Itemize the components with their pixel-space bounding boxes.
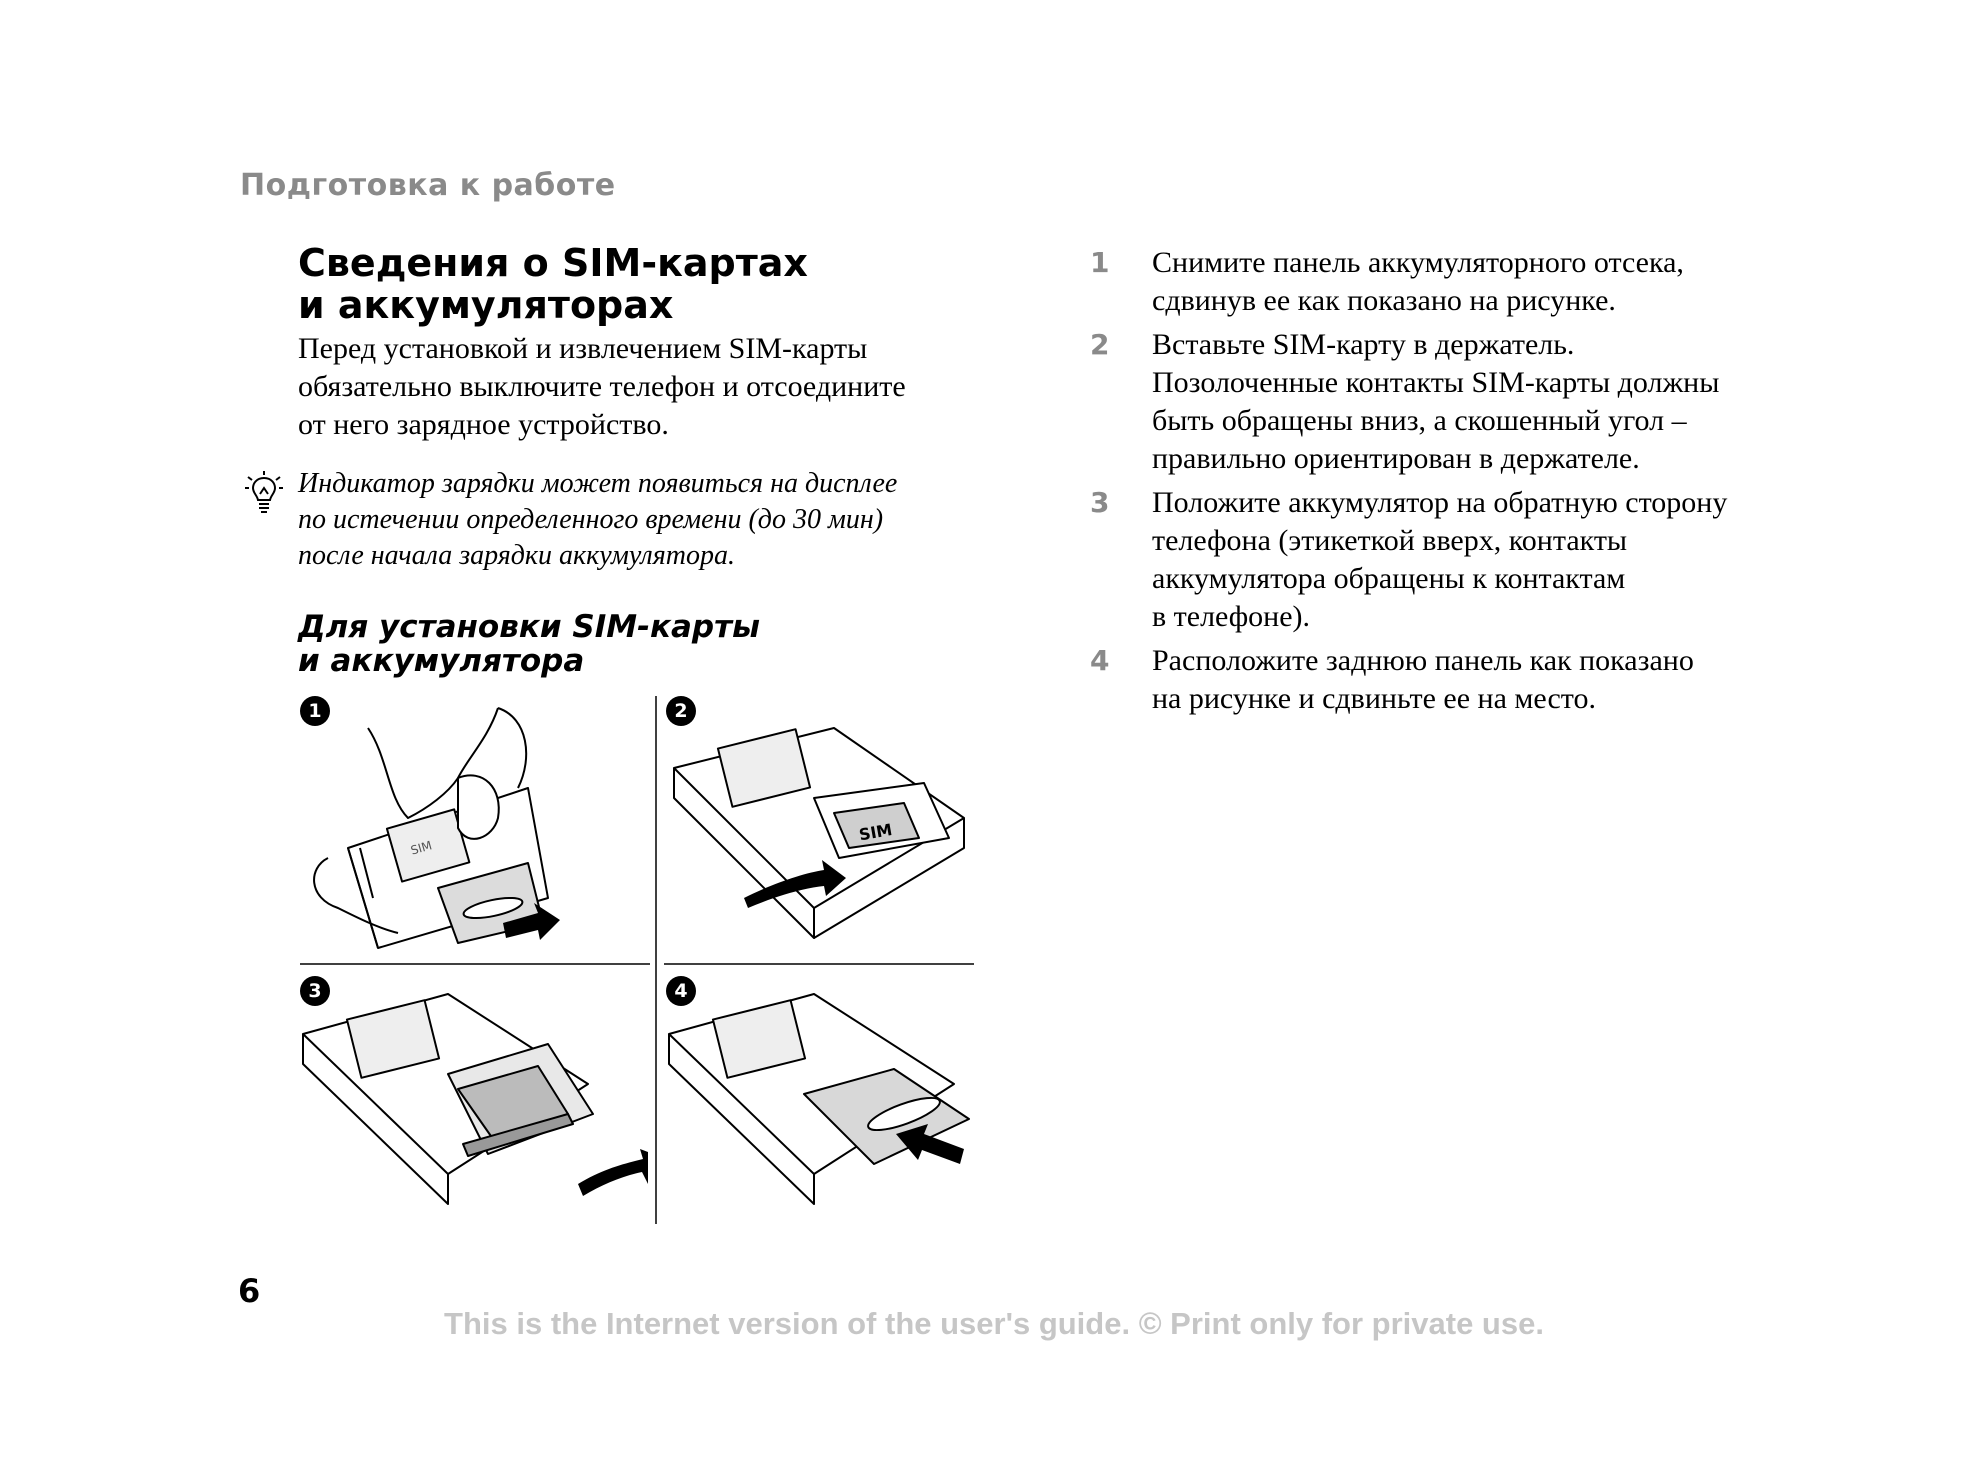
lightbulb-icon <box>244 470 284 516</box>
step-line: на рисунке и сдвиньте ее на место. <box>1152 682 1596 715</box>
sim-card-label: SIM <box>857 819 894 845</box>
panel-1-badge: 1 <box>300 696 330 726</box>
step-line: в телефоне). <box>1152 600 1311 633</box>
step-line: Позолоченные контакты SIM-карты должны <box>1152 366 1720 399</box>
step-item <box>1090 642 1890 718</box>
step-item <box>1090 244 1890 320</box>
intro-line-1: Перед установкой и извлечением SIM-карты <box>298 332 868 365</box>
title-line-2: и аккумуляторах <box>298 283 674 327</box>
panel-2-badge: 2 <box>666 696 696 726</box>
step-line: правильно ориентирован в держателе. <box>1152 442 1640 475</box>
step-line: Положите аккумулятор на обратную сторону <box>1152 486 1728 519</box>
intro-line-2: обязательно выключите телефон и отсоедините <box>298 370 906 403</box>
step-line: Вставьте SIM-карту в держатель. <box>1152 328 1575 361</box>
step-line: аккумулятора обращены к контактам <box>1152 562 1626 595</box>
title-line-1: Сведения о SIM-картах <box>298 241 808 285</box>
installation-figure <box>298 692 978 1228</box>
step-text <box>1152 642 1890 718</box>
svg-text:SIM: SIM <box>409 838 434 858</box>
step-number: 1 <box>1090 246 1110 279</box>
step-line: Снимите панель аккумуляторного отсека, <box>1152 246 1684 279</box>
instruction-steps <box>1090 244 1890 724</box>
step-line: телефона (этикеткой вверх, контакты <box>1152 524 1628 557</box>
step-text <box>1152 244 1890 320</box>
page-number: 6 <box>238 1272 261 1310</box>
step-line: сдвинув ее как показано на рисунке. <box>1152 284 1616 317</box>
procedure-title-line-1: Для установки SIM-карты <box>298 609 761 645</box>
step-item <box>1090 484 1890 636</box>
procedure-title <box>298 610 998 678</box>
step-text <box>1152 484 1890 636</box>
page-title <box>298 242 998 326</box>
step-item <box>1090 326 1890 478</box>
panel-3-illustration <box>298 974 648 1226</box>
section-header: Подготовка к работе <box>240 168 616 203</box>
step-line: быть обращены вниз, а скошенный угол – <box>1152 404 1687 437</box>
intro-line-3: от него зарядное устройство. <box>298 408 669 441</box>
procedure-title-line-2: и аккумулятора <box>298 643 585 679</box>
footer-note: This is the Internet version of the user's guide. © Print only for private use. <box>444 1306 1544 1341</box>
step-number: 2 <box>1090 328 1110 361</box>
panel-4-illustration <box>664 974 974 1226</box>
tip-line-2: по истечении определенного времени (до 30 мин) <box>298 504 884 535</box>
panel-4-badge: 4 <box>666 976 696 1006</box>
panel-3-badge: 3 <box>300 976 330 1006</box>
step-number: 4 <box>1090 644 1110 677</box>
step-line: Расположите заднюю панель как показано <box>1152 644 1694 677</box>
tip-note <box>298 466 998 574</box>
panel-2-illustration <box>664 698 974 960</box>
tip-line-3: после начала зарядки аккумулятора. <box>298 540 735 571</box>
step-number: 3 <box>1090 486 1110 519</box>
intro-paragraph <box>298 330 998 444</box>
step-text <box>1152 326 1890 478</box>
tip-line-1: Индикатор зарядки может появиться на дисплее <box>298 468 898 499</box>
panel-1-illustration <box>298 698 648 960</box>
